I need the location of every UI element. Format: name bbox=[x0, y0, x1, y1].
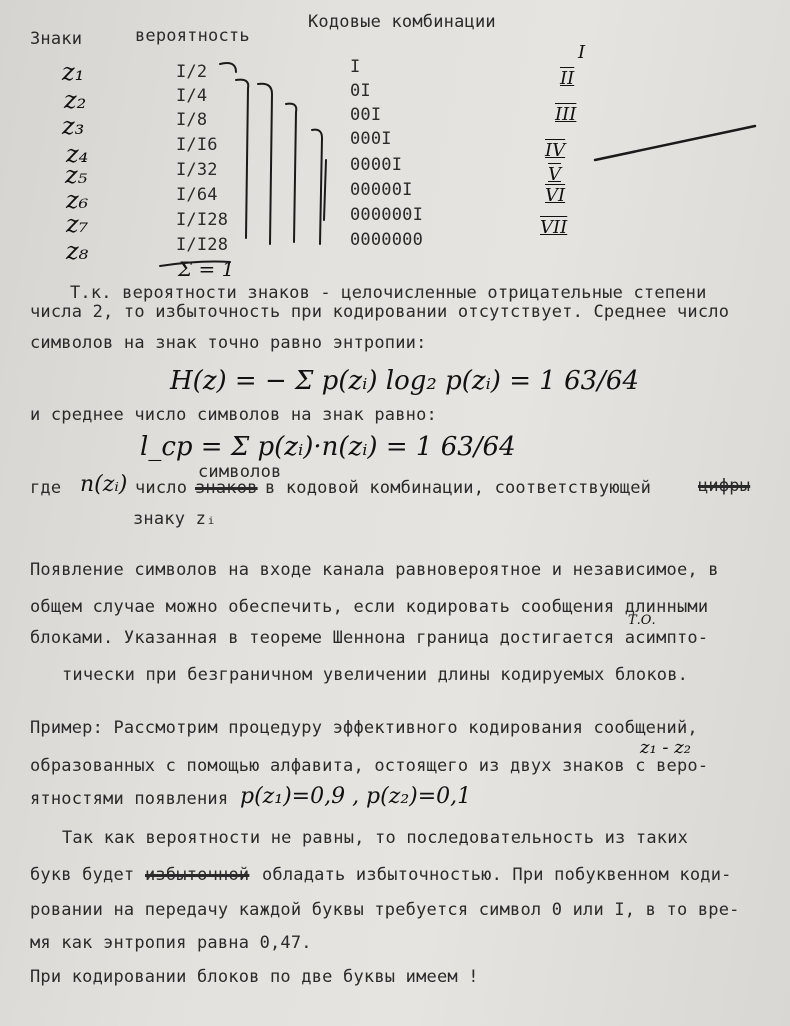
para3-line1: Появление символов на входе канала равновероятное и независимое, в bbox=[30, 560, 719, 580]
roman-6: VI bbox=[545, 185, 566, 206]
roman-5: V bbox=[548, 164, 561, 185]
code-row-6: 00000I bbox=[350, 180, 413, 200]
para5-line3: ровании на передачу каждой буквы требуется символ 0 или I, в то вре- bbox=[30, 900, 740, 920]
where-inserted-word: символов bbox=[198, 462, 282, 482]
code-row-7: 000000I bbox=[350, 205, 424, 225]
sign-z2: z₂ bbox=[64, 86, 87, 114]
prob-row-1: I/2 bbox=[176, 62, 208, 82]
para1-line3: символов на знак точно равно энтропии: bbox=[30, 333, 427, 353]
code-row-4: 000I bbox=[350, 129, 392, 149]
para5-line2-end: обладать избыточностью. При побуквенном коди- bbox=[262, 865, 732, 885]
para5-struck-word: избыточной bbox=[145, 865, 250, 885]
where-n-symbol: n(zᵢ) bbox=[80, 472, 128, 497]
roman-2: II bbox=[560, 68, 575, 89]
mean-length-formula bbox=[140, 432, 516, 462]
sum-note: Σ = 1 bbox=[178, 257, 235, 281]
where-struck-word-2: цифры bbox=[698, 476, 751, 496]
where-label: где bbox=[30, 478, 62, 498]
prob-row-7: I/I28 bbox=[176, 210, 229, 230]
para2: и среднее число символов на знак равно: bbox=[30, 405, 437, 425]
roman-3: III bbox=[555, 104, 577, 125]
para1-line2: числа 2, то избыточность при кодировании отсутствует. Среднее число bbox=[30, 302, 730, 322]
para3-line4: тически при безграничном увеличении длины кодируемых блоков. bbox=[62, 665, 689, 685]
entropy-formula bbox=[170, 366, 639, 396]
sign-z4: z₄ bbox=[66, 140, 89, 168]
para5-line4: мя как энтропия равна 0,47. bbox=[30, 933, 312, 953]
where-struck-word-1: знаков bbox=[195, 478, 258, 498]
prob-row-6: I/64 bbox=[176, 185, 218, 205]
para3-line3: блоками. Указанная в теореме Шеннона граница достигается асимпто- bbox=[30, 628, 709, 648]
header-codes: Кодовые комбинации bbox=[308, 12, 496, 32]
header-probability: вероятность bbox=[135, 26, 250, 46]
code-row-1: I bbox=[350, 57, 361, 77]
prob-row-4: I/I6 bbox=[176, 135, 218, 155]
para5-line1: Так как вероятности не равны, то последовательность из таких bbox=[62, 828, 689, 848]
prob-row-8: I/I28 bbox=[176, 235, 229, 255]
sign-z1: z₁ bbox=[62, 58, 85, 86]
para1-line1: Т.к. вероятности знаков - целочисленные отрицательные степени bbox=[70, 283, 707, 303]
entropy-formula-text: H(z) = − Σ p(zᵢ) log₂ p(zᵢ) = 1 63/64 bbox=[170, 366, 640, 396]
sign-z3: z₃ bbox=[62, 112, 85, 140]
para3-line2: общем случае можно обеспечить, если кодировать сообщения длинными bbox=[30, 597, 709, 617]
para5-line2-start: букв будет bbox=[30, 865, 135, 885]
code-row-2: 0I bbox=[350, 81, 371, 101]
roman-1: I bbox=[578, 42, 586, 63]
header-signs: Знаки bbox=[30, 29, 83, 49]
para4-line2: образованных с помощью алфавита, остоящего из двух знаков с веро- bbox=[30, 756, 709, 776]
code-row-3: 00I bbox=[350, 105, 382, 125]
para4-line3: ятностями появления bbox=[30, 789, 229, 809]
where-text-1: число bbox=[135, 478, 188, 498]
prob-row-2: I/4 bbox=[176, 86, 208, 106]
para6: При кодировании блоков по две буквы имеем ! bbox=[30, 967, 479, 987]
prob-row-5: I/32 bbox=[176, 160, 218, 180]
sign-z6: z₆ bbox=[66, 186, 89, 214]
para4-margin-note: z₁ - z₂ bbox=[640, 737, 691, 758]
where-line-2: знаку zᵢ bbox=[133, 509, 217, 529]
code-row-5: 0000I bbox=[350, 155, 403, 175]
code-row-8: 0000000 bbox=[350, 230, 424, 250]
roman-4: IV bbox=[545, 140, 566, 161]
prob-row-3: I/8 bbox=[176, 110, 208, 130]
para4-probability-formula: p(z₁)=0,9 , p(z₂)=0,1 bbox=[240, 784, 472, 809]
sign-z7: z₇ bbox=[66, 210, 89, 238]
sign-z5: z₅ bbox=[65, 161, 88, 189]
roman-7: VII bbox=[540, 217, 568, 238]
where-text-2: в кодовой комбинации, соответствующей bbox=[265, 478, 652, 498]
para3-margin-note: Т.О. bbox=[628, 613, 656, 628]
para4-line1: Пример: Рассмотрим процедуру эффективного кодирования сообщений, bbox=[30, 718, 698, 738]
sign-z8: z₈ bbox=[66, 237, 89, 265]
mean-length-formula-text: l_ср = Σ p(zᵢ)·n(zᵢ) = 1 63/64 bbox=[140, 432, 516, 462]
